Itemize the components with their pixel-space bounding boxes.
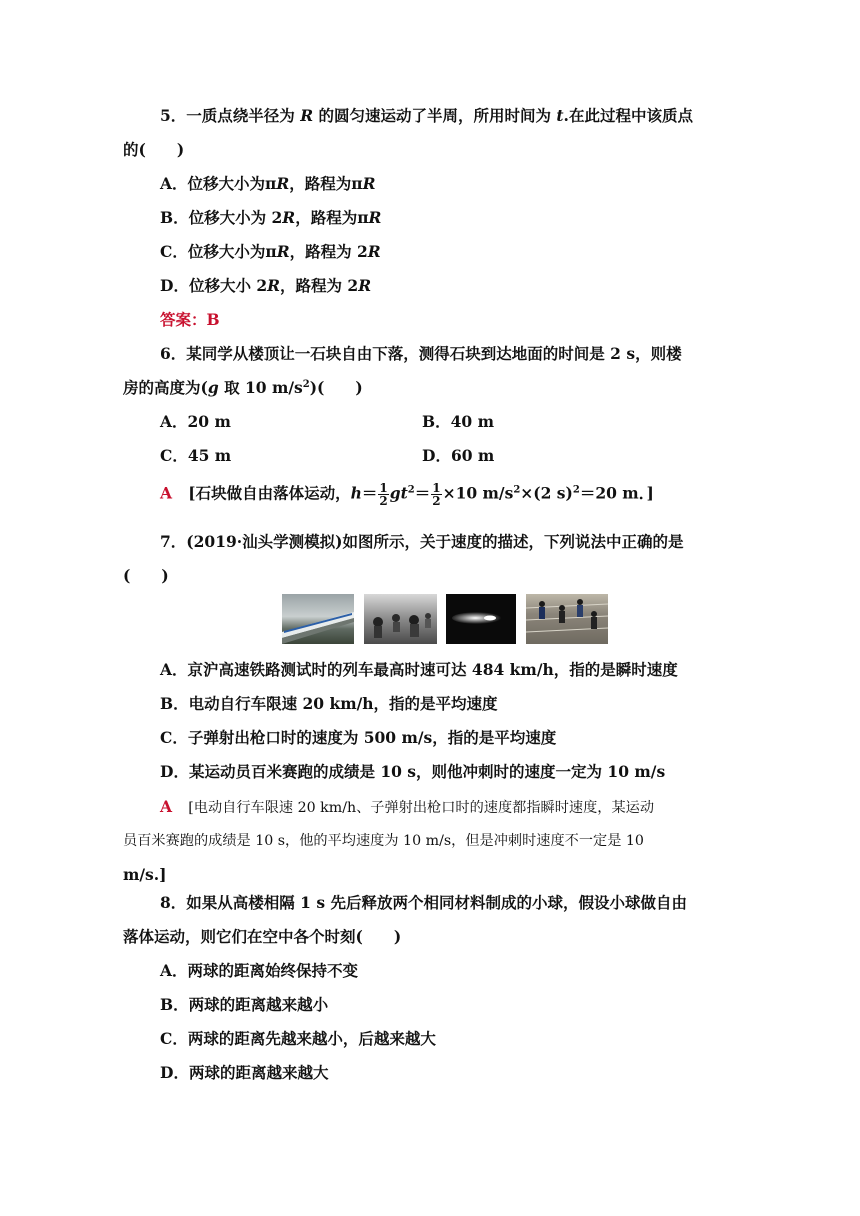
q6-explanation: A [石块做自由落体运动，h＝ $\frac{1}{2}$ $gt^2=$ $\frac{1}{2}$ ×10 $m/s^2\times(2$ s)$^2$＝20 m．] xyxy=(160,481,654,508)
q8-option-a: A．两球的距离始终保持不变 xyxy=(160,961,359,980)
q5-option-a: A．位移大小为πR，路程为πR xyxy=(160,174,376,193)
q5-stem-line1: 5．一质点绕半径为 R 的圆匀速运动了半周，所用时间为 t.在此过程中该质点 xyxy=(160,106,693,125)
q8-option-d: D．两球的距离越来越大 xyxy=(160,1063,329,1082)
q8-stem-line2: 落体运动，则它们在空中各个时刻( ) xyxy=(123,927,402,946)
q5-stem-line2: 的( ) xyxy=(123,140,185,159)
electric-bikes-photo xyxy=(364,594,437,644)
q7-explanation-line2: 员百米赛跑的成绩是 10 s，他的平均速度为 10 m/s，但是冲刺时速度不一定是 10 xyxy=(123,833,644,849)
q6-option-b: B．40 m xyxy=(422,412,494,431)
fraction-half: $\frac{1}{2}$ xyxy=(432,481,441,508)
q8-option-c: C．两球的距离先越来越小，后越来越大 xyxy=(160,1029,436,1048)
q7-option-b: B．电动自行车限速 20 km/h，指的是平均速度 xyxy=(160,694,498,713)
q7-option-c: C．子弹射出枪口时的速度为 500 m/s，指的是平均速度 xyxy=(160,728,557,747)
q5-answer: 答案：B xyxy=(160,310,220,329)
q7-figure xyxy=(282,594,608,644)
q6-option-a: A．20 m xyxy=(160,412,231,431)
q6-stem-line2: 房的高度为(g 取 10 $m/s^2$)( ) xyxy=(123,378,363,397)
fraction-half: $\frac{1}{2}$ xyxy=(379,481,388,508)
q6-stem-line1: 6．某同学从楼顶让一石块自由下落，测得石块到达地面的时间是 2 s，则楼 xyxy=(160,344,682,363)
q8-option-b: B．两球的距离越来越小 xyxy=(160,995,329,1014)
q5-option-d: D．位移大小 2R，路程为 2R xyxy=(160,276,372,295)
q6-option-c: C．45 m xyxy=(160,446,232,465)
q6-answer-letter: A xyxy=(160,483,173,503)
q8-stem-line1: 8．如果从高楼相隔 1 s 先后释放两个相同材料制成的小球，假设小球做自由 xyxy=(160,893,687,912)
sprinters-photo xyxy=(526,594,608,644)
q7-explanation-line1: A [电动自行车限速 20 km/h、子弹射出枪口时的速度都指瞬时速度，某运动 xyxy=(160,797,655,816)
high-speed-train-photo xyxy=(282,594,354,644)
q6-option-d: D．60 m xyxy=(422,446,495,465)
q5-option-c: C．位移大小为πR，路程为 2R xyxy=(160,242,381,261)
q7-answer-letter: A xyxy=(160,797,173,816)
q7-option-a: A．京沪高速铁路测试时的列车最高时速可达 484 km/h，指的是瞬时速度 xyxy=(160,660,678,679)
q7-stem-line1: 7．(2019·汕头学测模拟)如图所示，关于速度的描述，下列说法中正确的是 xyxy=(160,532,684,551)
bullet-photo xyxy=(446,594,516,644)
q7-stem-line2: ( ) xyxy=(123,566,169,585)
q7-explanation-line3: m/s.] xyxy=(123,865,167,884)
q5-option-b: B．位移大小为 2R，路程为πR xyxy=(160,208,382,227)
q7-option-d: D．某运动员百米赛跑的成绩是 10 s，则他冲刺时的速度一定为 10 m/s xyxy=(160,762,666,781)
